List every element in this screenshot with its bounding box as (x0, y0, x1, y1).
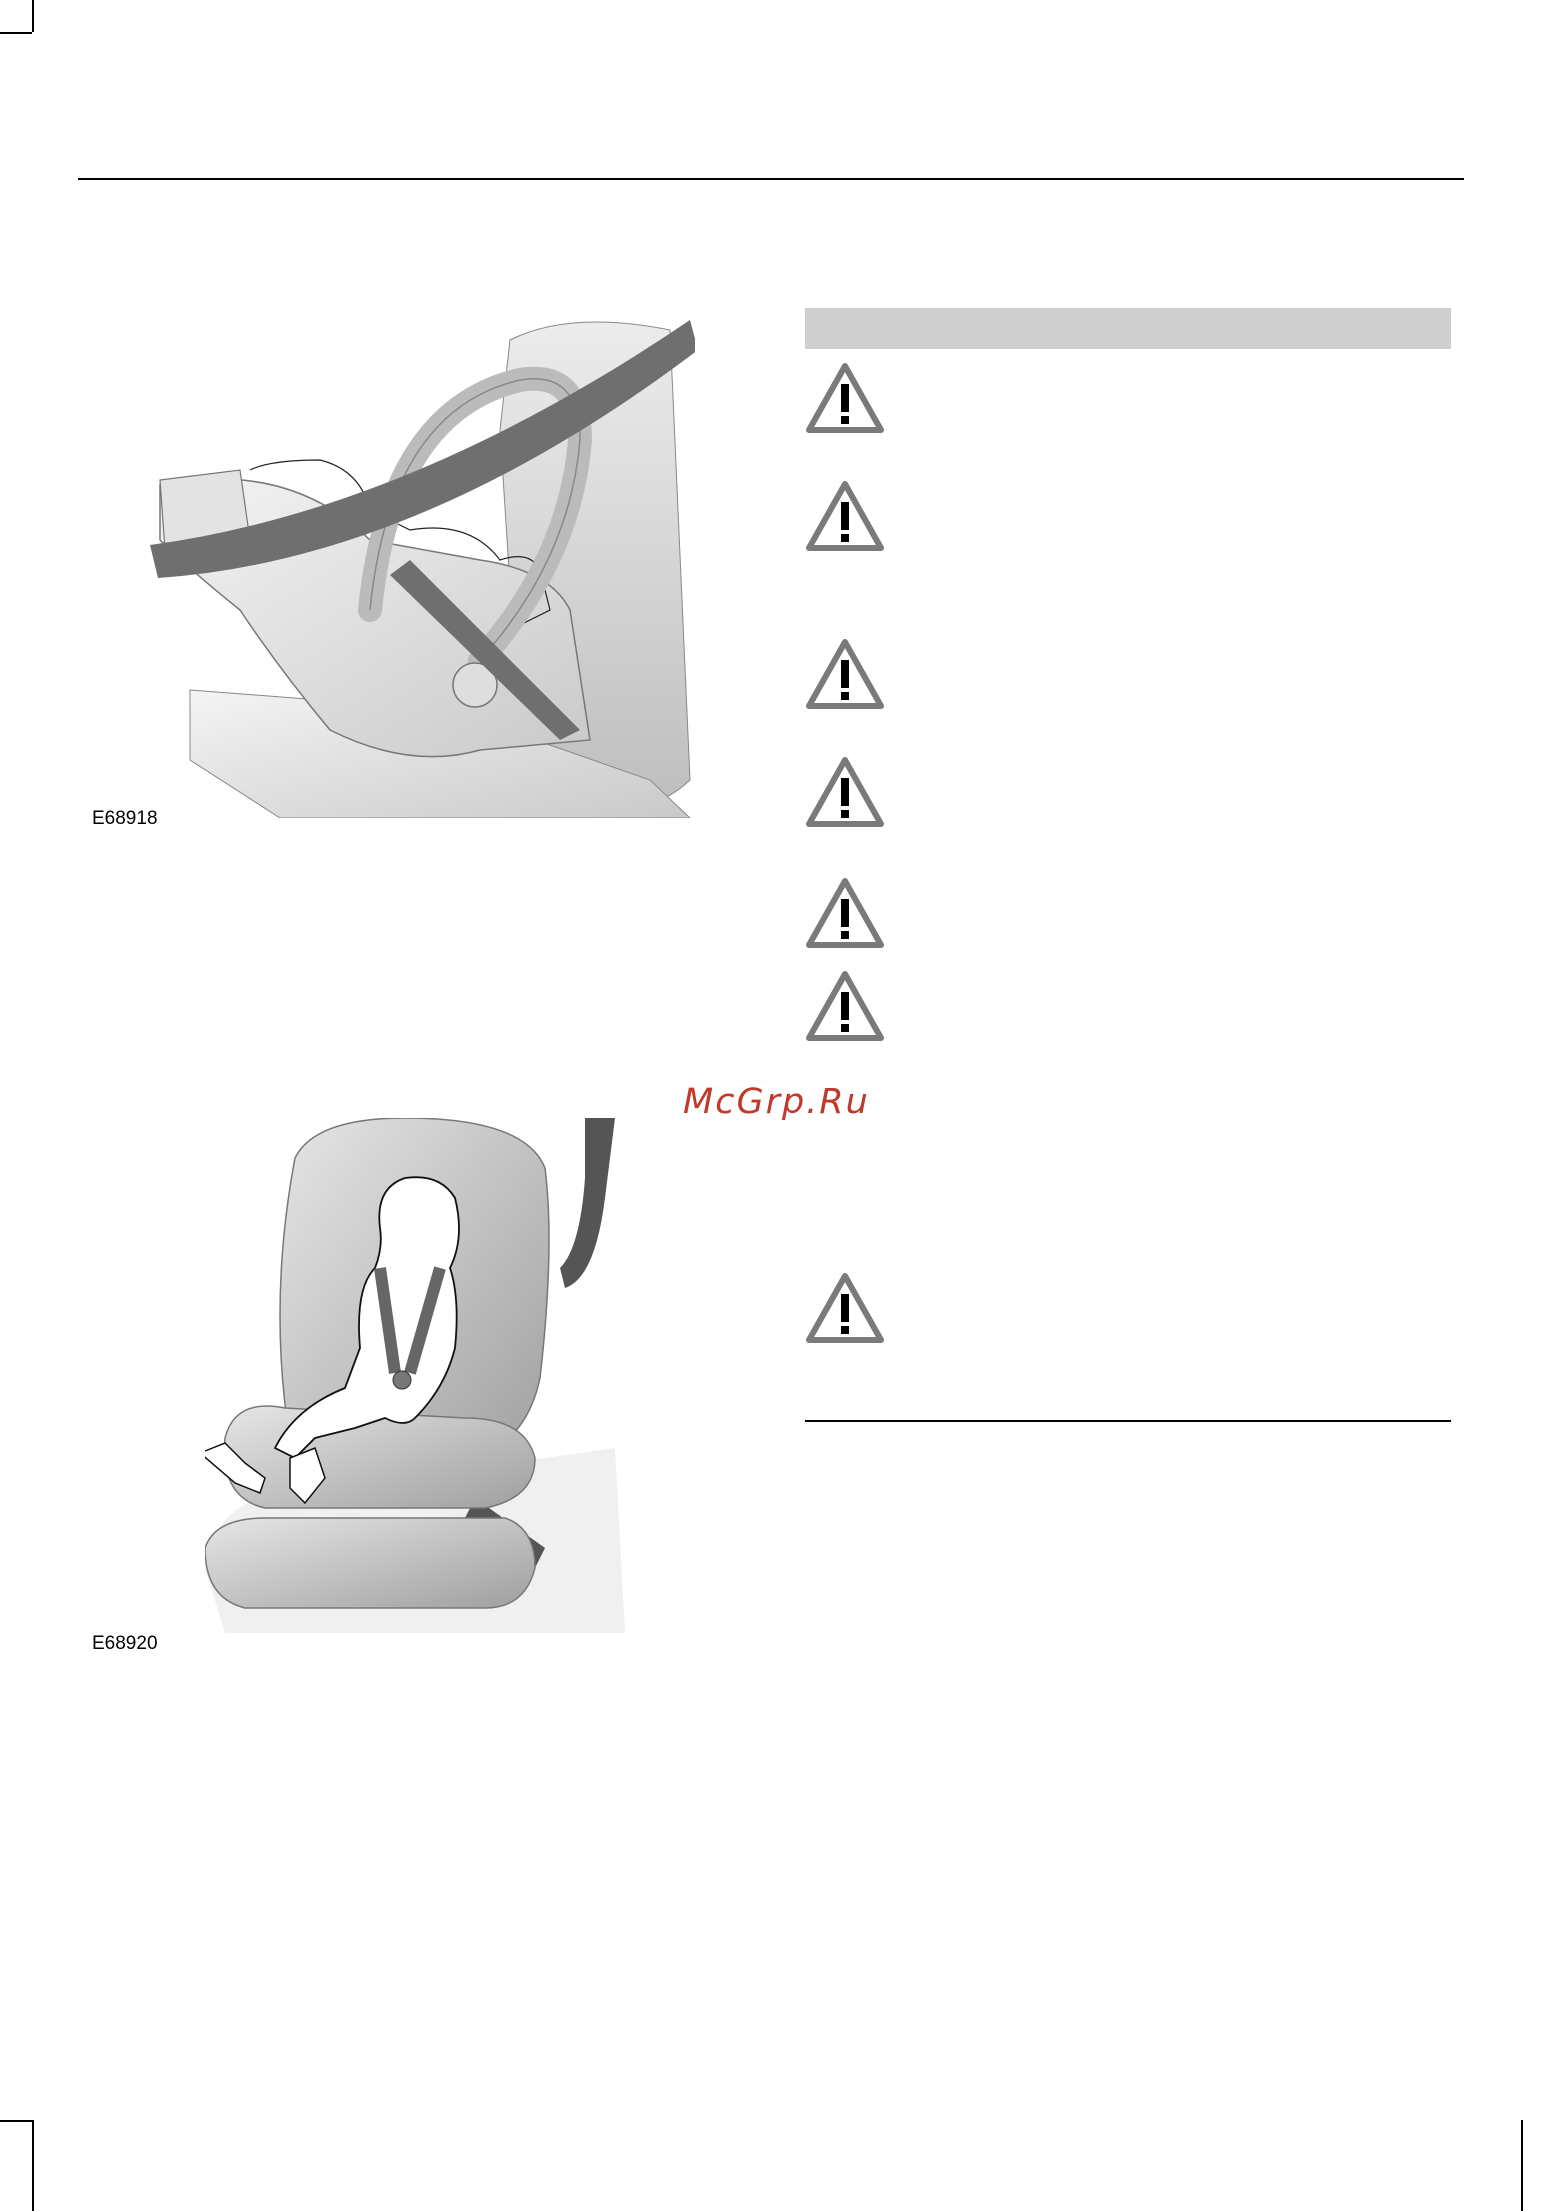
warning-triangle-icon (805, 877, 885, 949)
warning-triangle-icon (805, 756, 885, 828)
figure-code-e68920: E68920 (92, 1633, 158, 1654)
warning-triangle-icon (805, 362, 885, 434)
infant-carrier-illustration (150, 310, 695, 818)
warning-footer-rule (805, 1420, 1451, 1422)
watermark-text: McGrp.Ru (683, 1082, 870, 1122)
page-header-rule (78, 178, 1464, 180)
crop-mark-bottom-right-vertical (1521, 2120, 1523, 2211)
crop-mark-top-left-vertical (32, 0, 34, 32)
warning-triangle-icon (805, 1272, 885, 1344)
crop-mark-bottom-left-vertical (32, 2120, 34, 2211)
figure-code-e68918: E68918 (92, 808, 158, 829)
figure-child-seat (205, 1118, 625, 1633)
warning-header-bar (805, 308, 1451, 349)
warning-triangle-icon (805, 638, 885, 710)
child-seat-illustration (205, 1118, 625, 1633)
warning-triangle-icon (805, 970, 885, 1042)
crop-mark-bottom-left-horizontal (0, 2120, 32, 2122)
warning-triangle-icon (805, 480, 885, 552)
crop-mark-top-left-horizontal (0, 32, 32, 34)
figure-infant-carrier (150, 310, 695, 818)
